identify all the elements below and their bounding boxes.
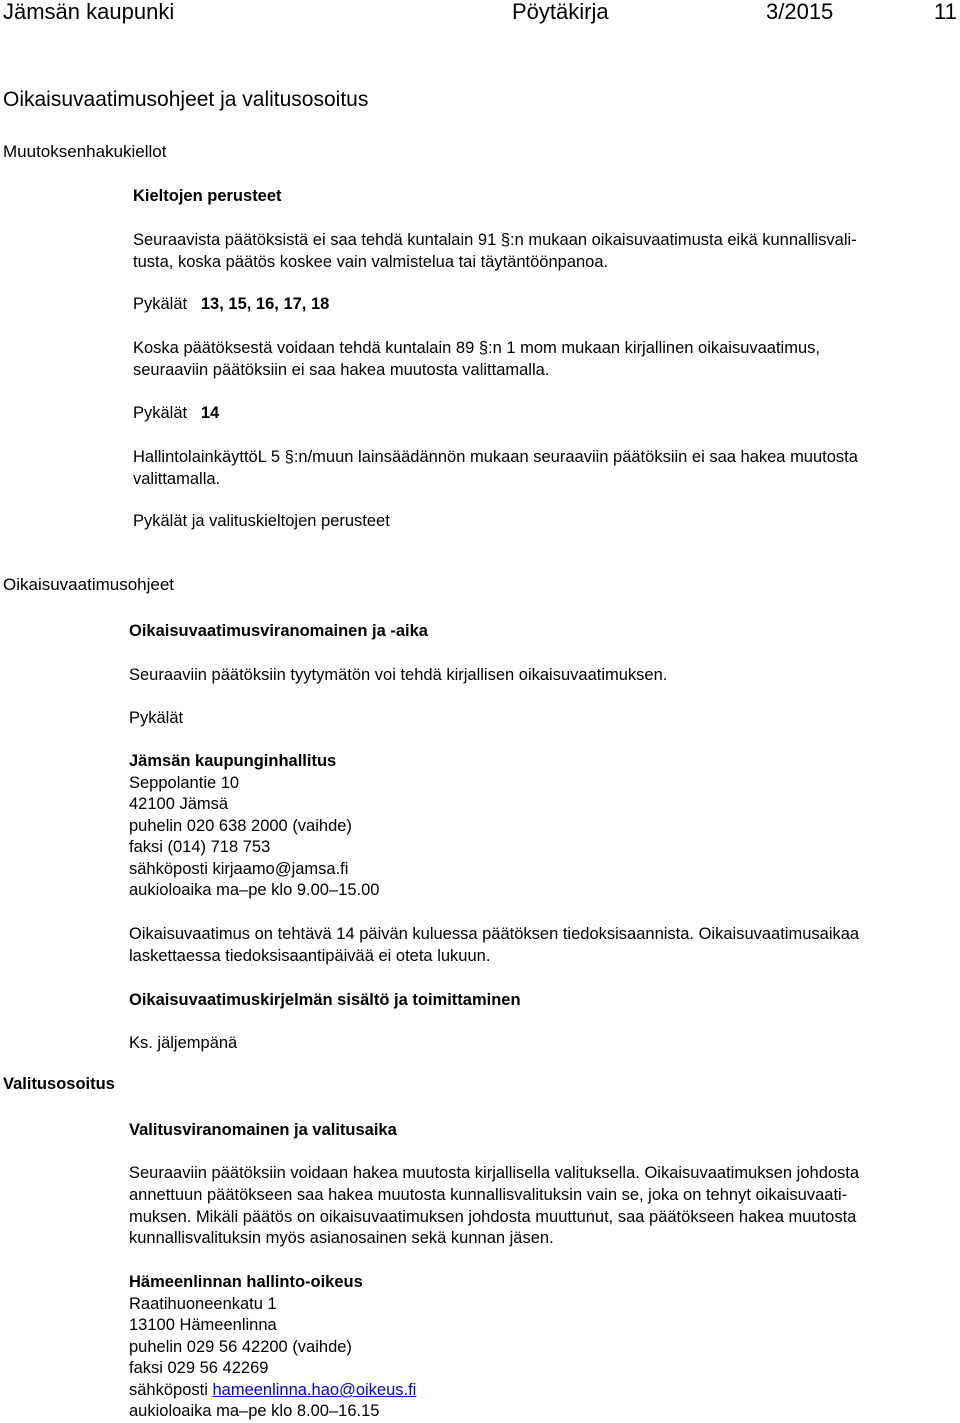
email-link[interactable]: hameenlinna.hao@oikeus.fi [212, 1381, 417, 1399]
rectification-email: sähköposti kirjaamo@jamsa.fi [129, 860, 349, 878]
bans-para1-line1: Seuraavista päätöksistä ei saa tehdä kuntalain 91 §:n mukaan oikaisuvaatimusta eikä kunnallisvali- [133, 231, 857, 249]
appeal-authority-heading: Valitusviranomainen ja valitusaika [129, 1121, 397, 1139]
bans-para2-line2: seuraaviin päätöksiin ei saa hakea muutosta valittamalla. [133, 361, 550, 379]
page-title: Oikaisuvaatimusohjeet ja valitusosoitus [3, 88, 369, 111]
bans-sections1 [133, 293, 329, 315]
bans-para2-line1: Koska päätöksestä voidaan tehdä kuntalain 89 §:n 1 mom mukaan kirjallinen oikaisuvaatimus, [133, 339, 820, 357]
bans-sections3: Pykälät ja valituskieltojen perusteet [133, 512, 390, 530]
header-org: Jämsän kaupunki [3, 0, 175, 24]
bans-para1-line2: tusta, koska päätös koskee vain valmistelua tai täytäntöönpanoa. [133, 253, 609, 271]
appeal-address: Raatihuoneenkatu 1 [129, 1295, 277, 1313]
sections-value: 14 [200, 404, 220, 422]
appeal-text-line1: Seuraaviin päätöksiin voidaan hakea muutosta kirjallisella valituksella. Oikaisuvaatimuksen johdosta [129, 1164, 860, 1182]
appeal-heading: Valitusosoitus [3, 1075, 115, 1093]
bans-para3-line2: valittamalla. [133, 470, 221, 488]
rectification-heading: Oikaisuvaatimusohjeet [3, 575, 175, 594]
appeal-text-line2: annettuun päätökseen saa hakea muutosta kunnallisvalituksin vain se, joka on tehnyt oikaisuvaati- [129, 1186, 848, 1204]
sections-label: Pykälät [133, 404, 188, 422]
appeal-text-line4: kunnallisvalituksin myös asianosainen sekä kunnan jäsen. [129, 1229, 554, 1247]
rectification-hours: aukioloaika ma–pe klo 9.00–15.00 [129, 881, 380, 899]
header-doc-type: Pöytäkirja [512, 0, 609, 24]
email-prefix: sähköposti [129, 1381, 213, 1399]
rectification-authority-heading: Oikaisuvaatimusviranomainen ja -aika [129, 622, 428, 640]
rectification-content-text: Ks. jäljempänä [129, 1034, 238, 1052]
sections-label: Pykälät [133, 295, 188, 313]
appeal-phone: puhelin 029 56 42200 (vaihde) [129, 1338, 352, 1356]
bans-heading: Muutoksenhakukiellot [3, 142, 167, 161]
header-page-number: 11 [934, 0, 957, 24]
appeal-email [129, 1379, 416, 1401]
rectification-authority-name: Jämsän kaupunginhallitus [129, 752, 337, 770]
appeal-fax: faksi 029 56 42269 [129, 1359, 269, 1377]
rectification-postal: 42100 Jämsä [129, 795, 229, 813]
bans-para3-line1: HallintolainkäyttöL 5 §:n/muun lainsäädännön mukaan seuraaviin päätöksiin ei saa hakea muutosta [133, 448, 858, 466]
rectification-address: Seppolantie 10 [129, 774, 240, 792]
appeal-postal: 13100 Hämeenlinna [129, 1316, 277, 1334]
appeal-hours: aukioloaika ma–pe klo 8.00–16.15 [129, 1402, 380, 1420]
sections-value: 13, 15, 16, 17, 18 [200, 295, 330, 313]
appeal-text-line3: muksen. Mikäli päätös on oikaisuvaatimuksen johdosta muuttunut, saa päätökseen hakea muutosta [129, 1208, 857, 1226]
rectification-fax: faksi (014) 718 753 [129, 838, 271, 856]
rectification-sections-label: Pykälät [129, 709, 184, 727]
rectification-deadline-line1: Oikaisuvaatimus on tehtävä 14 päivän kuluessa päätöksen tiedoksisaannista. Oikaisuvaatimusaikaa [129, 925, 860, 943]
appeal-court-name: Hämeenlinnan hallinto-oikeus [129, 1273, 363, 1291]
rectification-deadline-line2: laskettaessa tiedoksisaantipäivää ei oteta lukuun. [129, 947, 491, 965]
bans-subheading: Kieltojen perusteet [133, 187, 282, 205]
header-number: 3/2015 [766, 0, 834, 24]
rectification-phone: puhelin 020 638 2000 (vaihde) [129, 817, 352, 835]
rectification-authority-text: Seuraaviin päätöksiin tyytymätön voi tehdä kirjallisen oikaisuvaatimuksen. [129, 666, 668, 684]
rectification-content-heading: Oikaisuvaatimuskirjelmän sisältö ja toimittaminen [129, 991, 521, 1009]
bans-sections2 [133, 402, 219, 424]
